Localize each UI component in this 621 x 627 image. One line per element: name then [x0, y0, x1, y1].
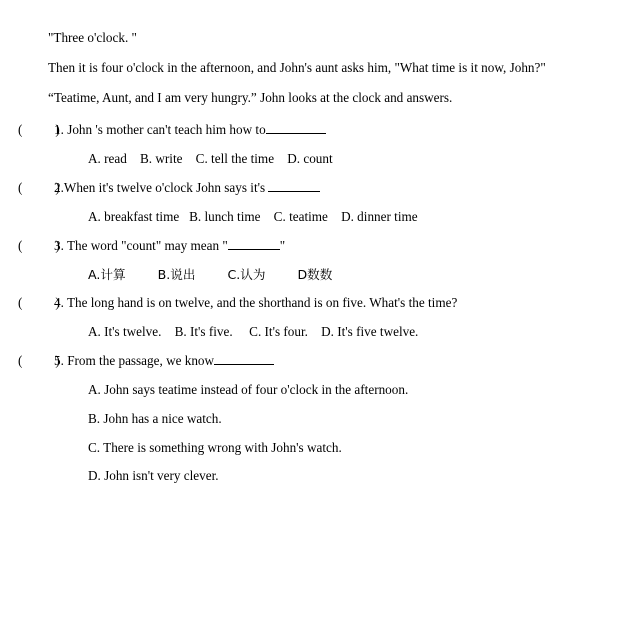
- question-3-tail: ": [279, 237, 286, 253]
- question-5-text: [54, 353, 603, 370]
- answer-bracket-1[interactable]: ( ): [18, 121, 60, 137]
- question-5: [18, 353, 603, 370]
- question-1-choices: A. read B. write C. tell the time D. count: [88, 150, 333, 166]
- answer-bracket-3[interactable]: ( ): [18, 237, 60, 253]
- question-5-option-b: B. John has a nice watch.: [88, 410, 222, 426]
- passage-line-3: “Teatime, Aunt, and I am very hungry.” John looks at the clock and answers.: [48, 89, 453, 105]
- answer-bracket-2[interactable]: ( ): [18, 179, 60, 195]
- question-1-blank: [266, 122, 326, 134]
- answer-bracket-4[interactable]: ( ): [18, 294, 60, 310]
- question-2-stem: 2.When it's twelve o'clock John says it's: [54, 179, 269, 195]
- question-5-option-d: D. John isn't very clever.: [88, 468, 219, 484]
- question-5-blank: [214, 353, 274, 365]
- question-1-stem: 1. John 's mother can't teach him how to: [54, 121, 266, 137]
- question-4-choices: A. It's twelve. B. It's five. C. It's four. D. It's five twelve.: [88, 323, 419, 339]
- question-5-stem: 5. From the passage, we know: [54, 352, 215, 368]
- question-2-choices: A. breakfast time B. lunch time C. teatime D. dinner time: [88, 208, 418, 224]
- question-5-option-c: C. There is something wrong with John's watch.: [88, 439, 342, 455]
- question-4-text: 4. The long hand is on twelve, and the shorthand is on five. What's the time?: [54, 294, 458, 310]
- question-3-stem: 3. The word "count" may mean ": [54, 237, 228, 253]
- question-3: [18, 238, 603, 255]
- answer-bracket-5[interactable]: ( ): [18, 352, 60, 368]
- question-2: [18, 180, 603, 197]
- question-1-text: [54, 122, 603, 139]
- question-5-option-a: A. John says teatime instead of four o'clock in the afternoon.: [88, 381, 409, 397]
- question-1: [18, 122, 603, 139]
- question-3-blank: [228, 238, 280, 250]
- question-2-text: [54, 180, 603, 197]
- question-4: [18, 295, 603, 312]
- passage-line-1: "Three o'clock. ": [48, 30, 137, 45]
- question-3-text: [54, 238, 603, 255]
- question-2-blank: [268, 180, 320, 192]
- passage-line-2: Then it is four o'clock in the afternoon, and John's aunt asks him, "What time is it now, John?": [48, 59, 546, 75]
- question-3-choices: A.计算 B.说出 C.认为 D数数: [88, 266, 333, 282]
